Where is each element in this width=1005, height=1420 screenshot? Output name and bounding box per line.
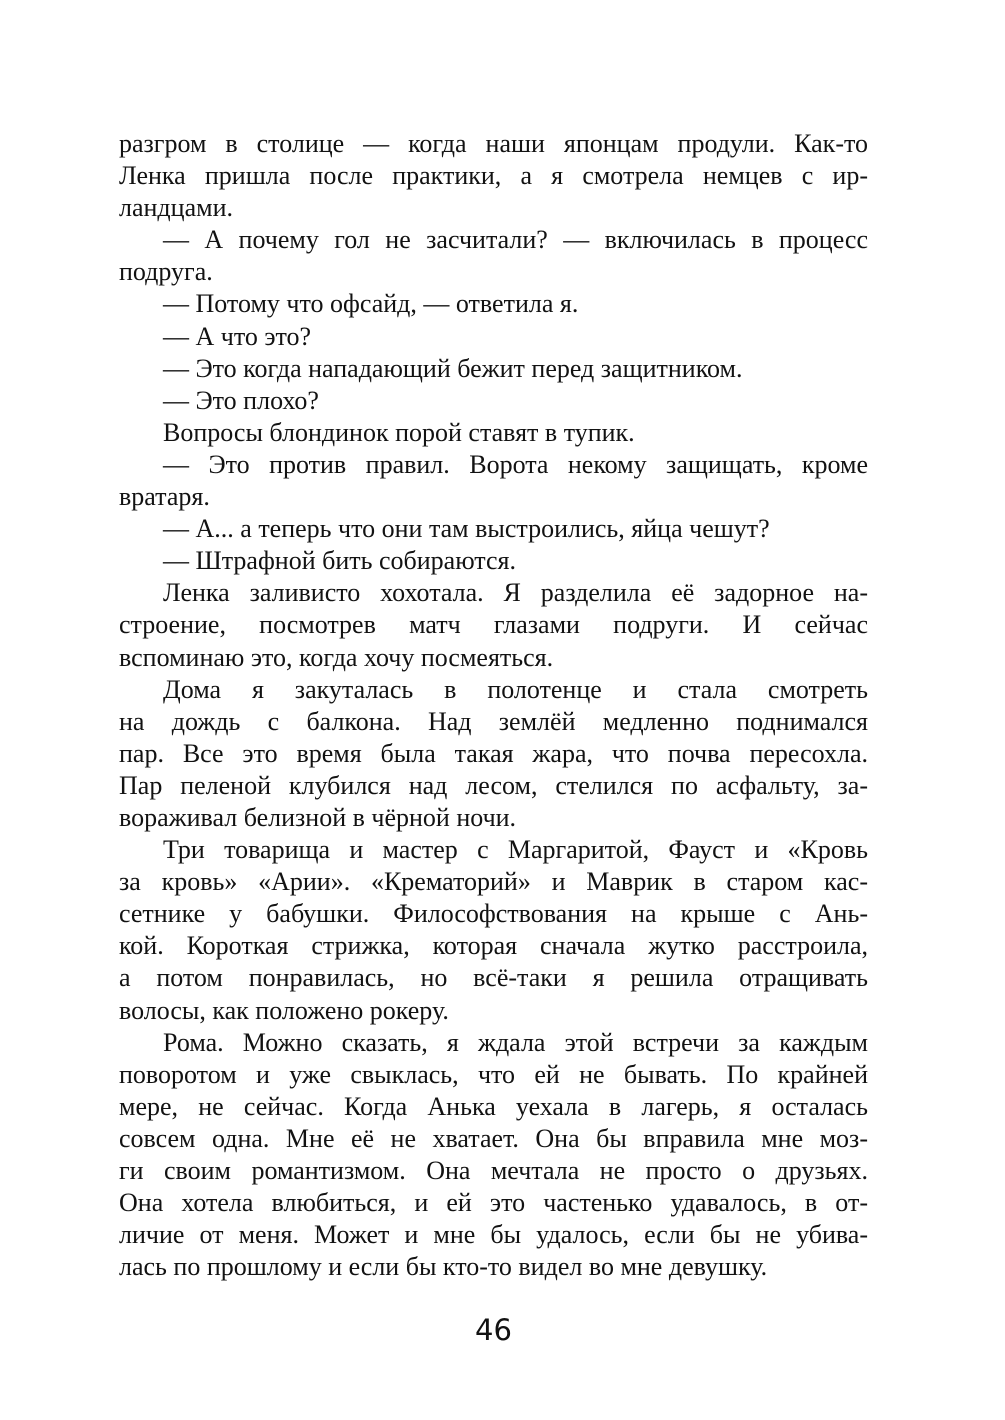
- text-line: строение, посмотрев матч глазами подруги. И сейчас: [119, 610, 868, 640]
- text-line: за кровь» «Арии». «Крематорий» и Маврик в старом кас-: [119, 867, 868, 897]
- text-line: волосы, как положено рокеру.: [119, 995, 449, 1025]
- text-line: подруга.: [119, 257, 213, 287]
- text-line: — Потому что офсайд, — ответила я.: [163, 289, 579, 319]
- text-line: — А... а теперь что они там выстроились, яйца чешут?: [163, 514, 770, 544]
- text-line: разгром в столице — когда наши японцам продули. Как-то: [119, 129, 868, 158]
- text-line: лась по прошлому и если бы кто-то видел во мне девушку.: [119, 1252, 768, 1282]
- text-line: ги своим романтизмом. Она мечтала не просто о друзьях.: [119, 1156, 868, 1185]
- text-line: Рома. Можно сказать, я ждала этой встречи за каждым: [163, 1027, 868, 1057]
- text-line: кой. Короткая стрижка, которая сначала жутко расстроила,: [119, 931, 868, 961]
- page-number: 46: [475, 1313, 512, 1347]
- text-line: Пар пеленой клубился над лесом, стелился по асфальту, за-: [119, 770, 868, 800]
- text-line: поворотом и уже свыклась, что ей не бывать. По крайней: [119, 1059, 868, 1089]
- text-line: на дождь с балкона. Над землёй медленно поднимался: [119, 706, 868, 736]
- text-line: а потом понравилась, но всё-таки я решила отращивать: [119, 963, 868, 993]
- text-line: Дома я закуталась в полотенце и стала смотреть: [163, 674, 868, 704]
- text-line: совсем одна. Мне её не хватает. Она бы вправила мне моз-: [119, 1123, 868, 1153]
- text-line: — Это когда нападающий бежит перед защитником.: [163, 353, 743, 383]
- text-line: — А почему гол не засчитали? — включилась в процесс: [163, 225, 868, 255]
- body-text: [119, 128, 868, 1283]
- text-line: Ленка пришла после практики, а я смотрела немцев с ир-: [119, 161, 868, 191]
- text-line: — Штрафной бить собираются.: [163, 546, 516, 576]
- text-line: ландцами.: [119, 193, 233, 223]
- text-line: — Это плохо?: [163, 385, 319, 415]
- text-line: Ленка заливисто хохотала. Я разделила её задорное на-: [163, 578, 868, 608]
- text-line: личие от меня. Может и мне бы удалось, если бы не убива-: [119, 1220, 868, 1250]
- text-line: Три товарища и мастер с Маргаритой, Фауст и «Кровь: [163, 835, 868, 865]
- text-line: вораживал белизной в чёрной ночи.: [119, 802, 517, 832]
- text-line: Вопросы блондинок порой ставят в тупик.: [163, 417, 635, 447]
- text-line: вспоминаю это, когда хочу посмеяться.: [119, 642, 554, 672]
- text-line: вратаря.: [119, 482, 210, 512]
- text-line: сетнике у бабушки. Философствования на крыше с Ань-: [119, 899, 868, 929]
- text-line: — А что это?: [163, 321, 312, 351]
- text-line: — Это против правил. Ворота некому защищать, кроме: [163, 449, 868, 479]
- text-line: пар. Все это время была такая жара, что почва пересохла.: [119, 738, 868, 768]
- text-line: Она хотела влюбиться, и ей это частенько удавалось, в от-: [119, 1188, 868, 1218]
- text-line: мере, не сейчас. Когда Анька уехала в лагерь, я осталась: [119, 1091, 868, 1121]
